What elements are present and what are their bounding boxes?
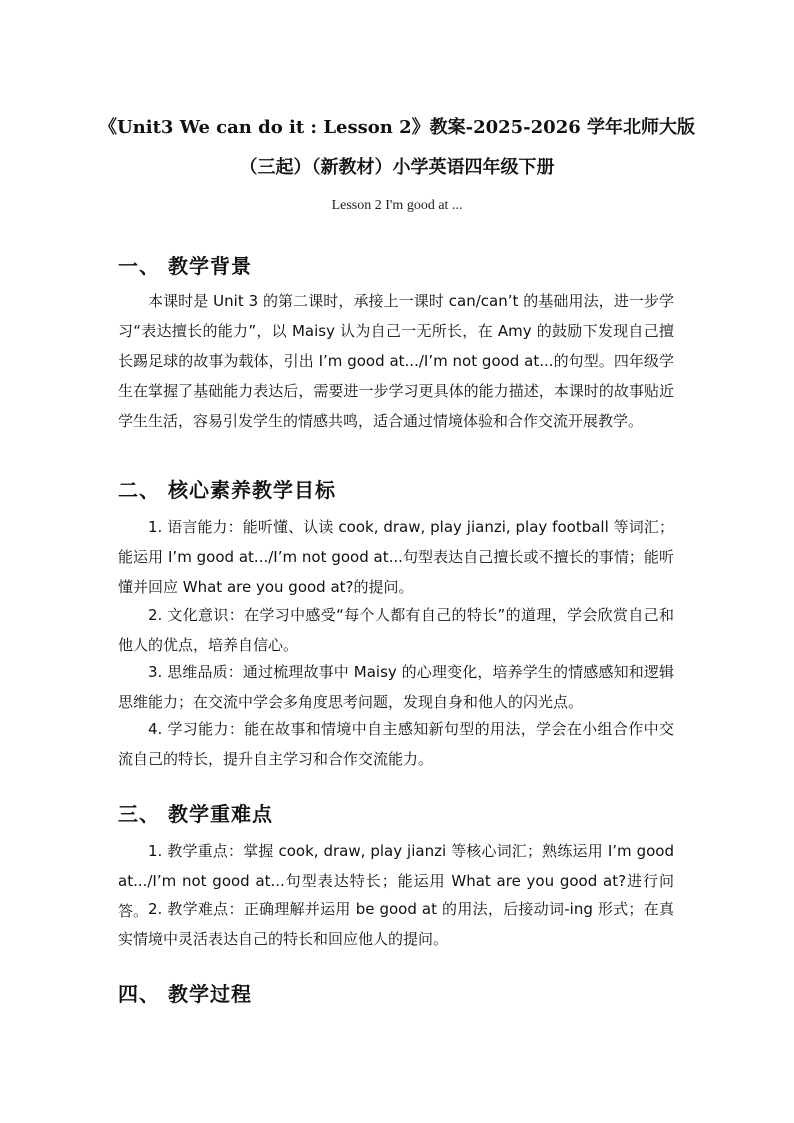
paragraph-background: 本课时是 Unit 3 的第二课时，承接上一课时 can/can’t 的基础用法，进一步学习“表达擅长的能力”，以 Maisy 认为自己一无所长，在 Amy 的鼓励下发现自己擅长踢足球的故事为载体，引出 I’m good at.../I’m not good at...的句型。四年级学生在掌握了基础能力表达后，需要进一步学习更具体的能力描述，本课时的故事贴近学生生活，容易引发学生的情感共鸣，适合通过情境体验和合作交流开展教学。: [118, 292, 674, 430]
document-title: 《Unit3 We can do it : Lesson 2》教案-2025-2026 学年北师大版（三起）（新教材）小学英语四年级下册: [98, 117, 696, 178]
section-heading-process: 四、 教学过程: [118, 982, 252, 1006]
section-heading-key-points: 三、 教学重难点: [118, 802, 273, 826]
paragraph-objective-thinking: 3. 思维品质：通过梳理故事中 Maisy 的心理变化，培养学生的情感感知和逻辑思维能力；在交流中学会多角度思考问题，发现自身和他人的闪光点。: [118, 663, 674, 711]
paragraph-objective-learning: 4. 学习能力：能在故事和情境中自主感知新句型的用法，学会在小组合作中交流自己的特长，提升自主学习和合作交流能力。: [118, 720, 674, 768]
paragraph-key-point: 1. 教学重点：掌握 cook, draw, play jianzi 等核心词汇；熟练运用 I’m good at.../I’m not good at...句型表达特长；能运用 What are you good at?进行问答。: [118, 842, 674, 920]
paragraph-objective-language: 1. 语言能力：能听懂、认读 cook, draw, play jianzi, play football 等词汇；能运用 I’m good at.../I’m not good at...句型表达自己擅长或不擅长的事情；能听懂并回应 What are you good at?的提问。: [118, 518, 674, 596]
section-heading-objectives: 二、 核心素养教学目标: [118, 478, 336, 502]
lesson-subtitle: Lesson 2 I'm good at ...: [331, 198, 463, 213]
paragraph-difficult-point: 2. 教学难点：正确理解并运用 be good at 的用法，后接动词-ing 形式；在真实情境中灵活表达自己的特长和回应他人的提问。: [118, 900, 674, 948]
section-heading-background: 一、 教学背景: [118, 254, 252, 278]
paragraph-objective-culture: 2. 文化意识：在学习中感受“每个人都有自己的特长”的道理，学会欣赏自己和他人的优点，培养自信心。: [118, 606, 674, 654]
